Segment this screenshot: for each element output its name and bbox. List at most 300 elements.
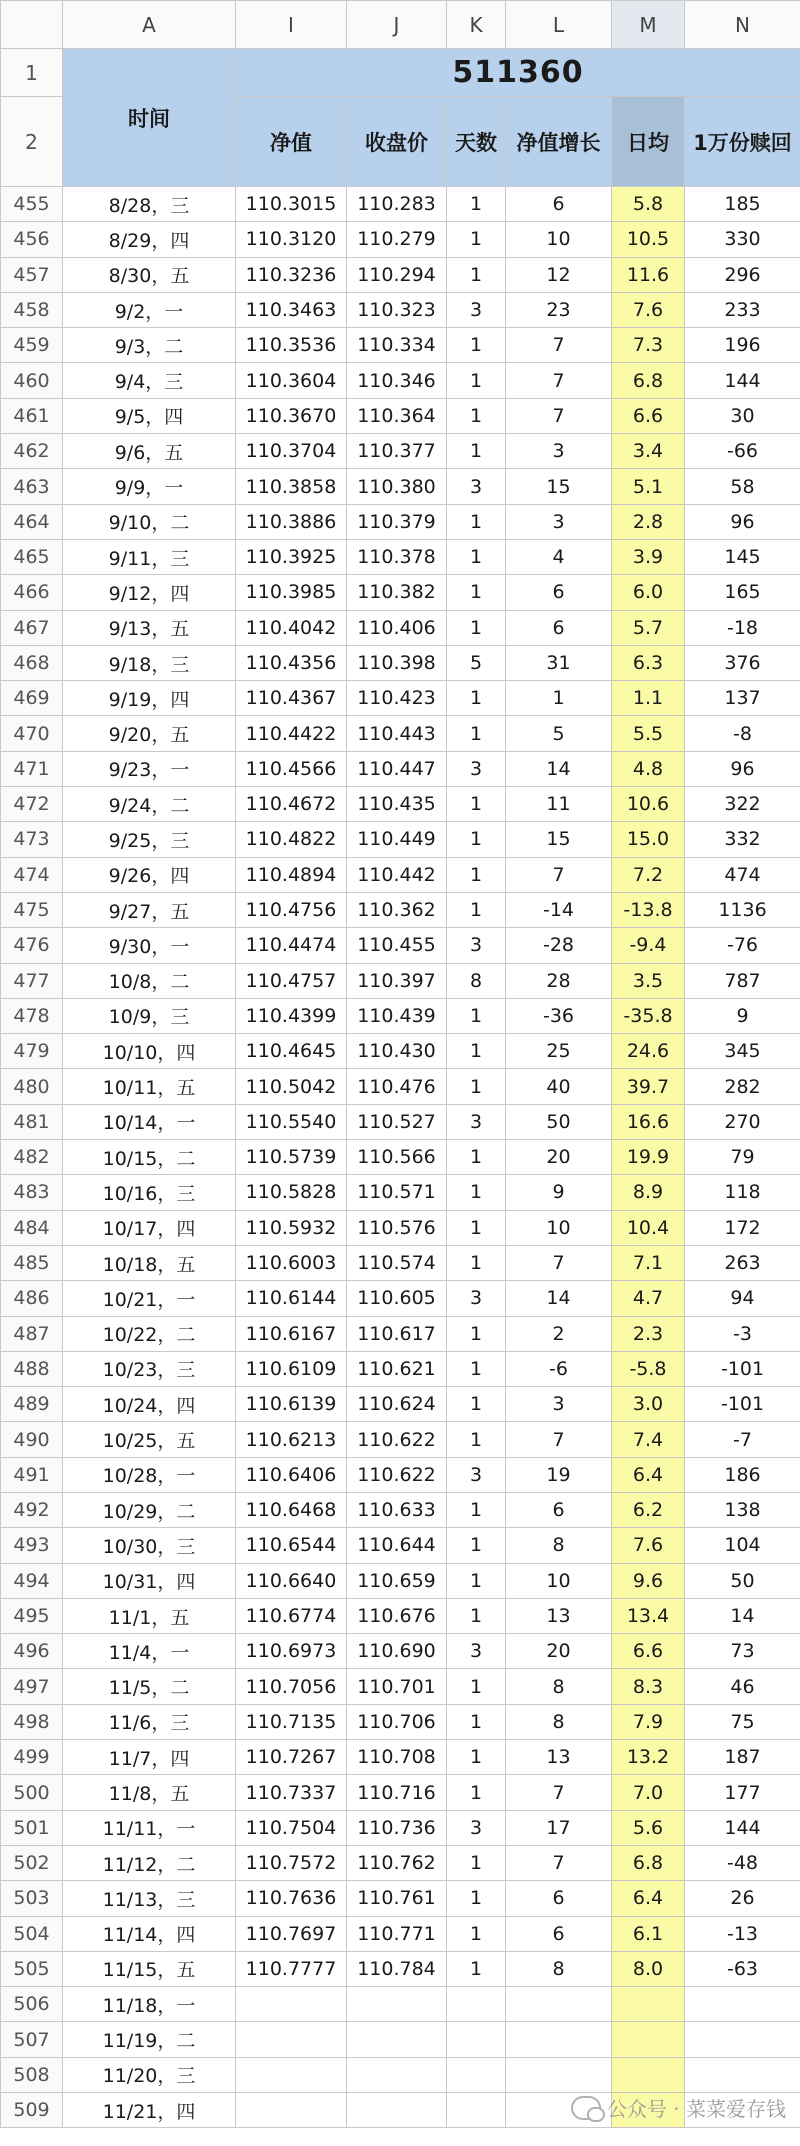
close-price-cell[interactable]: 110.633: [347, 1492, 447, 1527]
row-number[interactable]: 468: [1, 645, 63, 680]
redemption-cell[interactable]: 138: [685, 1492, 800, 1527]
date-cell[interactable]: 10/28，一: [63, 1457, 236, 1492]
nav-growth-cell[interactable]: [506, 1987, 612, 2022]
daily-avg-cell[interactable]: 8.9: [612, 1175, 685, 1210]
nav-cell[interactable]: 110.7636: [236, 1881, 347, 1916]
nav-cell[interactable]: 110.6640: [236, 1563, 347, 1598]
close-price-cell[interactable]: 110.377: [347, 434, 447, 469]
row-number[interactable]: 508: [1, 2057, 63, 2092]
close-price-cell[interactable]: 110.397: [347, 963, 447, 998]
column-header-i[interactable]: I: [236, 1, 347, 49]
close-price-cell[interactable]: 110.716: [347, 1775, 447, 1810]
row-number[interactable]: 490: [1, 1422, 63, 1457]
date-cell[interactable]: 11/20，三: [63, 2057, 236, 2092]
days-cell[interactable]: 5: [447, 645, 506, 680]
nav-growth-cell[interactable]: 11: [506, 787, 612, 822]
close-price-cell[interactable]: 110.443: [347, 716, 447, 751]
daily-avg-cell[interactable]: [612, 2022, 685, 2057]
nav-cell[interactable]: 110.3670: [236, 398, 347, 433]
row-number[interactable]: 495: [1, 1598, 63, 1633]
daily-avg-cell[interactable]: 3.4: [612, 434, 685, 469]
nav-cell[interactable]: 110.6139: [236, 1387, 347, 1422]
nav-growth-cell[interactable]: 8: [506, 1669, 612, 1704]
close-price-cell[interactable]: 110.435: [347, 787, 447, 822]
date-cell[interactable]: 10/18，五: [63, 1245, 236, 1280]
nav-growth-cell[interactable]: 6: [506, 1881, 612, 1916]
close-price-cell[interactable]: 110.784: [347, 1951, 447, 1986]
nav-growth-cell[interactable]: 3: [506, 434, 612, 469]
days-cell[interactable]: 3: [447, 928, 506, 963]
close-price-cell[interactable]: 110.644: [347, 1528, 447, 1563]
column-header-k[interactable]: K: [447, 1, 506, 49]
nav-cell[interactable]: 110.5540: [236, 1104, 347, 1139]
close-price-cell[interactable]: 110.621: [347, 1351, 447, 1386]
nav-growth-cell[interactable]: 8: [506, 1704, 612, 1739]
date-cell[interactable]: 9/24，二: [63, 787, 236, 822]
date-cell[interactable]: 8/29，四: [63, 222, 236, 257]
daily-avg-cell[interactable]: -35.8: [612, 998, 685, 1033]
nav-cell[interactable]: 110.3985: [236, 575, 347, 610]
daily-avg-cell[interactable]: 6.4: [612, 1881, 685, 1916]
nav-growth-cell[interactable]: 7: [506, 328, 612, 363]
row-number[interactable]: 507: [1, 2022, 63, 2057]
row-number[interactable]: 486: [1, 1281, 63, 1316]
date-cell[interactable]: 11/15，五: [63, 1951, 236, 1986]
nav-cell[interactable]: 110.3015: [236, 187, 347, 222]
nav-cell[interactable]: 110.7697: [236, 1916, 347, 1951]
close-price-cell[interactable]: 110.617: [347, 1316, 447, 1351]
days-cell[interactable]: 1: [447, 1316, 506, 1351]
nav-growth-cell[interactable]: 7: [506, 1245, 612, 1280]
date-cell[interactable]: 9/6，五: [63, 434, 236, 469]
days-cell[interactable]: 1: [447, 1845, 506, 1880]
row-number[interactable]: 463: [1, 469, 63, 504]
nav-growth-cell[interactable]: 10: [506, 1210, 612, 1245]
date-cell[interactable]: 9/20，五: [63, 716, 236, 751]
date-cell[interactable]: 10/15，二: [63, 1140, 236, 1175]
nav-growth-cell[interactable]: 10: [506, 1563, 612, 1598]
days-cell[interactable]: 3: [447, 1457, 506, 1492]
nav-cell[interactable]: 110.4822: [236, 822, 347, 857]
redemption-cell[interactable]: 172: [685, 1210, 800, 1245]
days-cell[interactable]: 1: [447, 822, 506, 857]
nav-cell[interactable]: 110.6109: [236, 1351, 347, 1386]
redemption-cell[interactable]: 30: [685, 398, 800, 433]
nav-cell[interactable]: 110.7777: [236, 1951, 347, 1986]
nav-growth-cell[interactable]: -36: [506, 998, 612, 1033]
nav-growth-header-cell[interactable]: 净值增长: [506, 97, 612, 187]
nav-cell[interactable]: 110.6167: [236, 1316, 347, 1351]
close-price-cell[interactable]: 110.624: [347, 1387, 447, 1422]
nav-growth-cell[interactable]: 40: [506, 1069, 612, 1104]
close-price-cell[interactable]: 110.605: [347, 1281, 447, 1316]
nav-growth-cell[interactable]: 4: [506, 539, 612, 574]
row-number[interactable]: 1: [1, 49, 63, 97]
nav-growth-cell[interactable]: 3: [506, 504, 612, 539]
row-number[interactable]: 465: [1, 539, 63, 574]
date-cell[interactable]: 11/7，四: [63, 1740, 236, 1775]
nav-growth-cell[interactable]: 13: [506, 1598, 612, 1633]
redemption-cell[interactable]: 196: [685, 328, 800, 363]
date-cell[interactable]: 9/4，三: [63, 363, 236, 398]
nav-cell[interactable]: 110.5828: [236, 1175, 347, 1210]
date-cell[interactable]: 9/18，三: [63, 645, 236, 680]
redemption-cell[interactable]: 94: [685, 1281, 800, 1316]
daily-avg-cell[interactable]: 5.6: [612, 1810, 685, 1845]
nav-cell[interactable]: 110.4757: [236, 963, 347, 998]
row-number[interactable]: 473: [1, 822, 63, 857]
date-cell[interactable]: 9/10，二: [63, 504, 236, 539]
nav-growth-cell[interactable]: 6: [506, 1916, 612, 1951]
row-number[interactable]: 457: [1, 257, 63, 292]
row-number[interactable]: 488: [1, 1351, 63, 1386]
redemption-cell[interactable]: -101: [685, 1351, 800, 1386]
nav-growth-cell[interactable]: 7: [506, 1422, 612, 1457]
days-cell[interactable]: 1: [447, 1387, 506, 1422]
row-number[interactable]: 476: [1, 928, 63, 963]
days-cell[interactable]: 3: [447, 469, 506, 504]
column-header-n[interactable]: N: [685, 1, 800, 49]
days-cell[interactable]: 1: [447, 610, 506, 645]
close-price-cell[interactable]: 110.571: [347, 1175, 447, 1210]
nav-cell[interactable]: 110.4894: [236, 857, 347, 892]
days-cell[interactable]: 1: [447, 1492, 506, 1527]
nav-growth-cell[interactable]: 14: [506, 751, 612, 786]
days-cell[interactable]: 1: [447, 1528, 506, 1563]
row-number[interactable]: 494: [1, 1563, 63, 1598]
nav-growth-cell[interactable]: 9: [506, 1175, 612, 1210]
redemption-cell[interactable]: 332: [685, 822, 800, 857]
redemption-cell[interactable]: 73: [685, 1634, 800, 1669]
days-cell[interactable]: 1: [447, 892, 506, 927]
daily-avg-cell[interactable]: 5.7: [612, 610, 685, 645]
date-cell[interactable]: 9/9，一: [63, 469, 236, 504]
daily-avg-cell[interactable]: 3.0: [612, 1387, 685, 1422]
daily-avg-cell[interactable]: [612, 2057, 685, 2092]
close-price-cell[interactable]: 110.622: [347, 1457, 447, 1492]
nav-cell[interactable]: 110.3604: [236, 363, 347, 398]
row-number[interactable]: 504: [1, 1916, 63, 1951]
nav-growth-cell[interactable]: 17: [506, 1810, 612, 1845]
days-cell[interactable]: 1: [447, 787, 506, 822]
close-price-cell[interactable]: 110.622: [347, 1422, 447, 1457]
row-number[interactable]: 499: [1, 1740, 63, 1775]
row-number[interactable]: 477: [1, 963, 63, 998]
row-number[interactable]: 471: [1, 751, 63, 786]
date-cell[interactable]: 9/23，一: [63, 751, 236, 786]
row-number[interactable]: 2: [1, 97, 63, 187]
redemption-cell[interactable]: -66: [685, 434, 800, 469]
redemption-cell[interactable]: 26: [685, 1881, 800, 1916]
time-header-cell[interactable]: 时间: [63, 49, 236, 187]
date-cell[interactable]: 11/11，一: [63, 1810, 236, 1845]
days-cell[interactable]: 1: [447, 1034, 506, 1069]
close-price-header-cell[interactable]: 收盘价: [347, 97, 447, 187]
nav-cell[interactable]: 110.3858: [236, 469, 347, 504]
nav-cell[interactable]: 110.3925: [236, 539, 347, 574]
close-price-cell[interactable]: 110.362: [347, 892, 447, 927]
days-cell[interactable]: [447, 2093, 506, 2128]
close-price-cell[interactable]: 110.323: [347, 292, 447, 327]
days-cell[interactable]: 1: [447, 1775, 506, 1810]
days-cell[interactable]: 1: [447, 1563, 506, 1598]
redemption-cell[interactable]: 330: [685, 222, 800, 257]
close-price-cell[interactable]: 110.334: [347, 328, 447, 363]
row-number[interactable]: 472: [1, 787, 63, 822]
redemption-cell[interactable]: 144: [685, 1810, 800, 1845]
row-number[interactable]: 505: [1, 1951, 63, 1986]
days-cell[interactable]: 1: [447, 398, 506, 433]
redemption-cell[interactable]: 96: [685, 504, 800, 539]
daily-avg-cell[interactable]: 2.8: [612, 504, 685, 539]
row-number[interactable]: 461: [1, 398, 63, 433]
days-cell[interactable]: 3: [447, 1104, 506, 1139]
date-cell[interactable]: 11/6，三: [63, 1704, 236, 1739]
daily-avg-cell[interactable]: 2.3: [612, 1316, 685, 1351]
nav-growth-cell[interactable]: 7: [506, 363, 612, 398]
nav-growth-cell[interactable]: [506, 2022, 612, 2057]
row-number[interactable]: 462: [1, 434, 63, 469]
redemption-cell[interactable]: -13: [685, 1916, 800, 1951]
nav-cell[interactable]: 110.6774: [236, 1598, 347, 1633]
nav-growth-cell[interactable]: 7: [506, 857, 612, 892]
days-cell[interactable]: 1: [447, 1140, 506, 1175]
days-cell[interactable]: 1: [447, 1175, 506, 1210]
redemption-cell[interactable]: 270: [685, 1104, 800, 1139]
daily-avg-cell[interactable]: 10.5: [612, 222, 685, 257]
days-cell[interactable]: 1: [447, 1881, 506, 1916]
days-cell[interactable]: 1: [447, 1740, 506, 1775]
daily-avg-cell[interactable]: 5.8: [612, 187, 685, 222]
close-price-cell[interactable]: 110.449: [347, 822, 447, 857]
close-price-cell[interactable]: 110.423: [347, 681, 447, 716]
redemption-header-cell[interactable]: 1万份赎回: [685, 97, 800, 187]
nav-growth-cell[interactable]: 23: [506, 292, 612, 327]
days-cell[interactable]: 1: [447, 222, 506, 257]
redemption-cell[interactable]: 345: [685, 1034, 800, 1069]
days-cell[interactable]: 1: [447, 328, 506, 363]
daily-avg-cell[interactable]: -9.4: [612, 928, 685, 963]
row-number[interactable]: 480: [1, 1069, 63, 1104]
daily-avg-cell[interactable]: 5.1: [612, 469, 685, 504]
nav-cell[interactable]: 110.4399: [236, 998, 347, 1033]
daily-avg-cell[interactable]: 19.9: [612, 1140, 685, 1175]
date-cell[interactable]: 9/12，四: [63, 575, 236, 610]
date-cell[interactable]: 10/8，二: [63, 963, 236, 998]
days-cell[interactable]: 1: [447, 1669, 506, 1704]
redemption-cell[interactable]: 185: [685, 187, 800, 222]
nav-cell[interactable]: 110.7056: [236, 1669, 347, 1704]
days-cell[interactable]: 3: [447, 751, 506, 786]
close-price-cell[interactable]: 110.761: [347, 1881, 447, 1916]
date-cell[interactable]: 10/29，二: [63, 1492, 236, 1527]
daily-avg-cell[interactable]: 13.2: [612, 1740, 685, 1775]
date-cell[interactable]: 10/10，四: [63, 1034, 236, 1069]
redemption-cell[interactable]: -18: [685, 610, 800, 645]
redemption-cell[interactable]: 118: [685, 1175, 800, 1210]
date-cell[interactable]: 10/31，四: [63, 1563, 236, 1598]
daily-avg-cell[interactable]: 6.8: [612, 363, 685, 398]
row-number[interactable]: 483: [1, 1175, 63, 1210]
close-price-cell[interactable]: 110.690: [347, 1634, 447, 1669]
redemption-cell[interactable]: 9: [685, 998, 800, 1033]
days-cell[interactable]: [447, 2057, 506, 2092]
column-header-j[interactable]: J: [347, 1, 447, 49]
nav-growth-cell[interactable]: 10: [506, 222, 612, 257]
days-cell[interactable]: [447, 1987, 506, 2022]
redemption-cell[interactable]: [685, 1987, 800, 2022]
nav-cell[interactable]: 110.4474: [236, 928, 347, 963]
date-cell[interactable]: 10/24，四: [63, 1387, 236, 1422]
daily-avg-cell[interactable]: 7.4: [612, 1422, 685, 1457]
nav-growth-cell[interactable]: 2: [506, 1316, 612, 1351]
daily-avg-cell[interactable]: 6.8: [612, 1845, 685, 1880]
days-cell[interactable]: 1: [447, 681, 506, 716]
close-price-cell[interactable]: 110.566: [347, 1140, 447, 1175]
close-price-cell[interactable]: [347, 2057, 447, 2092]
days-cell[interactable]: 3: [447, 1810, 506, 1845]
nav-cell[interactable]: 110.7337: [236, 1775, 347, 1810]
redemption-cell[interactable]: 177: [685, 1775, 800, 1810]
nav-cell[interactable]: 110.4042: [236, 610, 347, 645]
redemption-cell[interactable]: [685, 2022, 800, 2057]
days-cell[interactable]: 1: [447, 434, 506, 469]
daily-avg-cell[interactable]: 16.6: [612, 1104, 685, 1139]
nav-growth-cell[interactable]: 31: [506, 645, 612, 680]
days-cell[interactable]: 3: [447, 1634, 506, 1669]
row-number[interactable]: 455: [1, 187, 63, 222]
daily-avg-cell[interactable]: [612, 1987, 685, 2022]
days-cell[interactable]: 1: [447, 1951, 506, 1986]
nav-cell[interactable]: 110.6213: [236, 1422, 347, 1457]
date-cell[interactable]: 11/19，二: [63, 2022, 236, 2057]
date-cell[interactable]: 9/27，五: [63, 892, 236, 927]
date-cell[interactable]: 11/13，三: [63, 1881, 236, 1916]
date-cell[interactable]: 8/30，五: [63, 257, 236, 292]
days-cell[interactable]: 1: [447, 187, 506, 222]
row-number[interactable]: 470: [1, 716, 63, 751]
redemption-cell[interactable]: 137: [685, 681, 800, 716]
nav-cell[interactable]: 110.6973: [236, 1634, 347, 1669]
date-cell[interactable]: 9/13，五: [63, 610, 236, 645]
close-price-cell[interactable]: 110.447: [347, 751, 447, 786]
daily-avg-cell[interactable]: 9.6: [612, 1563, 685, 1598]
nav-growth-cell[interactable]: -28: [506, 928, 612, 963]
row-number[interactable]: 489: [1, 1387, 63, 1422]
nav-growth-cell[interactable]: 6: [506, 187, 612, 222]
redemption-cell[interactable]: 282: [685, 1069, 800, 1104]
row-number[interactable]: 467: [1, 610, 63, 645]
column-header-m[interactable]: M: [612, 1, 685, 49]
nav-growth-cell[interactable]: 15: [506, 469, 612, 504]
close-price-cell[interactable]: [347, 2093, 447, 2128]
date-cell[interactable]: 11/14，四: [63, 1916, 236, 1951]
redemption-cell[interactable]: 96: [685, 751, 800, 786]
date-cell[interactable]: 10/11，五: [63, 1069, 236, 1104]
close-price-cell[interactable]: 110.455: [347, 928, 447, 963]
date-cell[interactable]: 10/21，一: [63, 1281, 236, 1316]
daily-avg-cell[interactable]: 6.2: [612, 1492, 685, 1527]
daily-avg-cell[interactable]: 15.0: [612, 822, 685, 857]
row-number[interactable]: 458: [1, 292, 63, 327]
daily-avg-cell[interactable]: 7.9: [612, 1704, 685, 1739]
date-cell[interactable]: 9/3，二: [63, 328, 236, 363]
date-cell[interactable]: 9/2，一: [63, 292, 236, 327]
redemption-cell[interactable]: 75: [685, 1704, 800, 1739]
nav-cell[interactable]: 110.7135: [236, 1704, 347, 1739]
daily-avg-cell[interactable]: 1.1: [612, 681, 685, 716]
row-number[interactable]: 503: [1, 1881, 63, 1916]
nav-growth-cell[interactable]: [506, 2057, 612, 2092]
date-cell[interactable]: 10/9，三: [63, 998, 236, 1033]
row-number[interactable]: 469: [1, 681, 63, 716]
row-number[interactable]: 482: [1, 1140, 63, 1175]
redemption-cell[interactable]: -7: [685, 1422, 800, 1457]
redemption-cell[interactable]: -8: [685, 716, 800, 751]
close-price-cell[interactable]: 110.346: [347, 363, 447, 398]
nav-growth-cell[interactable]: 28: [506, 963, 612, 998]
nav-cell[interactable]: 110.7572: [236, 1845, 347, 1880]
daily-avg-cell[interactable]: 7.6: [612, 292, 685, 327]
nav-growth-cell[interactable]: 7: [506, 398, 612, 433]
row-number[interactable]: 501: [1, 1810, 63, 1845]
close-price-cell[interactable]: 110.430: [347, 1034, 447, 1069]
column-header-l[interactable]: L: [506, 1, 612, 49]
fund-code-cell[interactable]: 511360: [236, 49, 800, 97]
days-cell[interactable]: 1: [447, 1916, 506, 1951]
date-cell[interactable]: 10/16，三: [63, 1175, 236, 1210]
nav-growth-cell[interactable]: 7: [506, 1775, 612, 1810]
nav-growth-cell[interactable]: 6: [506, 1492, 612, 1527]
nav-cell[interactable]: 110.3120: [236, 222, 347, 257]
days-cell[interactable]: 1: [447, 539, 506, 574]
days-header-cell[interactable]: 天数: [447, 97, 506, 187]
nav-cell[interactable]: 110.5042: [236, 1069, 347, 1104]
row-number[interactable]: 497: [1, 1669, 63, 1704]
date-cell[interactable]: 11/4，一: [63, 1634, 236, 1669]
daily-avg-cell[interactable]: -13.8: [612, 892, 685, 927]
nav-cell[interactable]: 110.6144: [236, 1281, 347, 1316]
date-cell[interactable]: 9/11，三: [63, 539, 236, 574]
days-cell[interactable]: 3: [447, 1281, 506, 1316]
redemption-cell[interactable]: 79: [685, 1140, 800, 1175]
date-cell[interactable]: 10/17，四: [63, 1210, 236, 1245]
date-cell[interactable]: 9/30，一: [63, 928, 236, 963]
redemption-cell[interactable]: 186: [685, 1457, 800, 1492]
row-number[interactable]: 491: [1, 1457, 63, 1492]
close-price-cell[interactable]: 110.378: [347, 539, 447, 574]
row-number[interactable]: 466: [1, 575, 63, 610]
nav-cell[interactable]: 110.4367: [236, 681, 347, 716]
column-header-a[interactable]: A: [63, 1, 236, 49]
close-price-cell[interactable]: 110.708: [347, 1740, 447, 1775]
nav-growth-cell[interactable]: 3: [506, 1387, 612, 1422]
days-cell[interactable]: 1: [447, 363, 506, 398]
date-cell[interactable]: 8/28，三: [63, 187, 236, 222]
row-number[interactable]: 500: [1, 1775, 63, 1810]
daily-avg-cell[interactable]: 4.7: [612, 1281, 685, 1316]
row-number[interactable]: 459: [1, 328, 63, 363]
nav-cell[interactable]: 110.3536: [236, 328, 347, 363]
nav-growth-cell[interactable]: 1: [506, 681, 612, 716]
nav-cell[interactable]: [236, 2022, 347, 2057]
close-price-cell[interactable]: [347, 1987, 447, 2022]
nav-cell[interactable]: [236, 1987, 347, 2022]
nav-cell[interactable]: 110.4756: [236, 892, 347, 927]
row-number[interactable]: 496: [1, 1634, 63, 1669]
nav-cell[interactable]: 110.7267: [236, 1740, 347, 1775]
nav-growth-cell[interactable]: 19: [506, 1457, 612, 1492]
